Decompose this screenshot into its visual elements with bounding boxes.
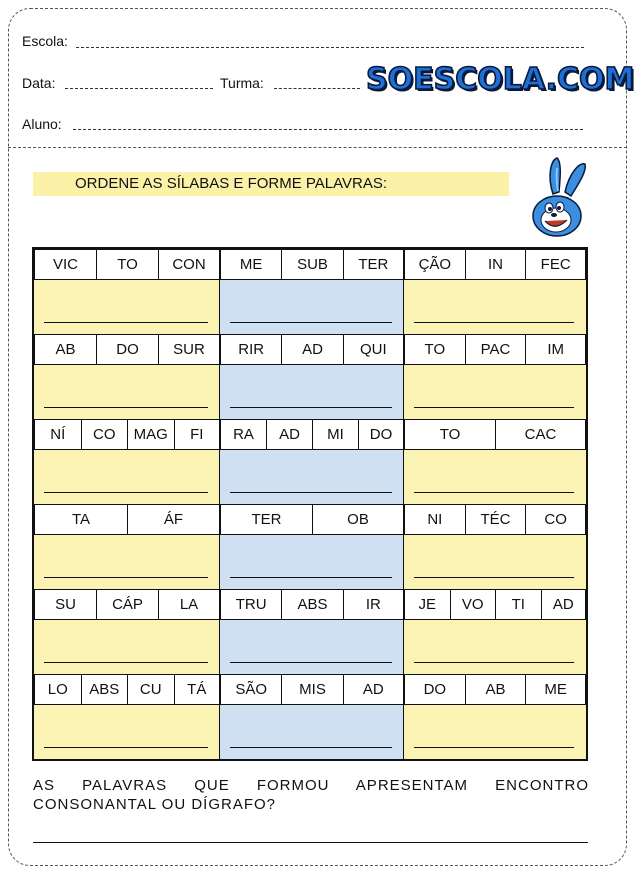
syllable-box: CAC — [495, 419, 586, 450]
syllable-box: AD — [281, 334, 343, 365]
syllable-box: TO — [404, 419, 496, 450]
syllable-box: VO — [450, 589, 497, 620]
escola-field[interactable] — [76, 47, 584, 48]
syllable-box: AD — [541, 589, 587, 620]
syllable-box: QUI — [343, 334, 404, 365]
syllable-box: DO — [404, 674, 466, 705]
syllable-grid — [32, 247, 588, 761]
syllable-box: JE — [404, 589, 451, 620]
syllable-box: TO — [96, 249, 159, 280]
word-answer-line[interactable] — [230, 492, 392, 493]
syllable-box: OB — [312, 504, 404, 535]
syllable-box: ABS — [281, 589, 343, 620]
syllable-box: ME — [525, 674, 586, 705]
question-line-2: CONSONANTAL OU DÍGRAFO? — [33, 796, 277, 813]
column-2 — [220, 249, 404, 759]
column-3 — [404, 249, 586, 759]
syllable-box: ME — [220, 249, 282, 280]
syllable-box: AD — [343, 674, 404, 705]
syllable-box: SÃO — [220, 674, 282, 705]
question-text — [33, 776, 589, 814]
syllable-box: TA — [34, 504, 128, 535]
syllable-box: NI — [404, 504, 466, 535]
word-answer-line[interactable] — [230, 322, 392, 323]
syllable-box: CÁP — [96, 589, 159, 620]
turma-label: Turma: — [220, 75, 264, 91]
syllable-box: DO — [358, 419, 404, 450]
question-line-1: AS PALAVRAS QUE FORMOU APRESENTAM ENCONTRO — [33, 777, 589, 794]
word-answer-line[interactable] — [230, 407, 392, 408]
word-answer-line[interactable] — [44, 407, 208, 408]
syllable-box: RA — [220, 419, 267, 450]
word-answer-line[interactable] — [414, 322, 574, 323]
word-answer-line[interactable] — [230, 747, 392, 748]
data-field[interactable] — [65, 88, 213, 89]
word-answer-line[interactable] — [414, 407, 574, 408]
syllable-box: IR — [343, 589, 404, 620]
syllable-box: AD — [266, 419, 313, 450]
syllable-box: CON — [158, 249, 220, 280]
word-answer-line[interactable] — [44, 577, 208, 578]
syllable-box: IN — [465, 249, 527, 280]
syllable-box: SUB — [281, 249, 343, 280]
word-answer-line[interactable] — [414, 662, 574, 663]
syllable-box: VIC — [34, 249, 97, 280]
syllable-box: ÁF — [127, 504, 220, 535]
word-answer-line[interactable] — [44, 747, 208, 748]
aluno-label: Aluno: — [22, 116, 62, 132]
syllable-box: DO — [96, 334, 159, 365]
word-answer-line[interactable] — [44, 322, 208, 323]
syllable-box: FEC — [525, 249, 586, 280]
word-answer-line[interactable] — [230, 577, 392, 578]
syllable-box: TI — [495, 589, 542, 620]
syllable-box: FI — [174, 419, 221, 450]
word-answer-line[interactable] — [44, 492, 208, 493]
syllable-box: AB — [465, 674, 527, 705]
syllable-box: MI — [312, 419, 359, 450]
data-label: Data: — [22, 75, 56, 91]
word-answer-line[interactable] — [230, 662, 392, 663]
syllable-box: NÍ — [34, 419, 82, 450]
syllable-box: CO — [81, 419, 129, 450]
syllable-box: MAG — [127, 419, 175, 450]
syllable-box: LA — [158, 589, 220, 620]
word-answer-line[interactable] — [414, 747, 574, 748]
syllable-box: SU — [34, 589, 97, 620]
aluno-field[interactable] — [73, 129, 583, 130]
syllable-box: TER — [343, 249, 404, 280]
syllable-box: ÇÃO — [404, 249, 466, 280]
syllable-box: TÉC — [465, 504, 527, 535]
word-answer-line[interactable] — [414, 577, 574, 578]
answer-line[interactable] — [33, 842, 588, 843]
instruction-banner: ORDENE AS SÍLABAS E FORME PALAVRAS: — [33, 172, 509, 196]
blue-bunny-icon — [527, 156, 591, 242]
header-divider — [8, 147, 627, 148]
column-1 — [34, 249, 220, 759]
syllable-box: ABS — [81, 674, 129, 705]
turma-field[interactable] — [274, 88, 360, 89]
syllable-box: TÁ — [174, 674, 221, 705]
syllable-box: SUR — [158, 334, 220, 365]
word-answer-line[interactable] — [414, 492, 574, 493]
syllable-box: LO — [34, 674, 82, 705]
syllable-box: MIS — [281, 674, 343, 705]
syllable-box: AB — [34, 334, 97, 365]
syllable-box: IM — [525, 334, 586, 365]
syllable-box: RIR — [220, 334, 282, 365]
escola-label: Escola: — [22, 33, 68, 49]
word-answer-line[interactable] — [44, 662, 208, 663]
syllable-box: TRU — [220, 589, 282, 620]
syllable-box: TO — [404, 334, 466, 365]
syllable-box: CU — [127, 674, 175, 705]
syllable-box: CO — [525, 504, 586, 535]
syllable-box: PAC — [465, 334, 527, 365]
syllable-box: TER — [220, 504, 313, 535]
soescola-logo: SOESCOLA.COM — [366, 62, 635, 97]
